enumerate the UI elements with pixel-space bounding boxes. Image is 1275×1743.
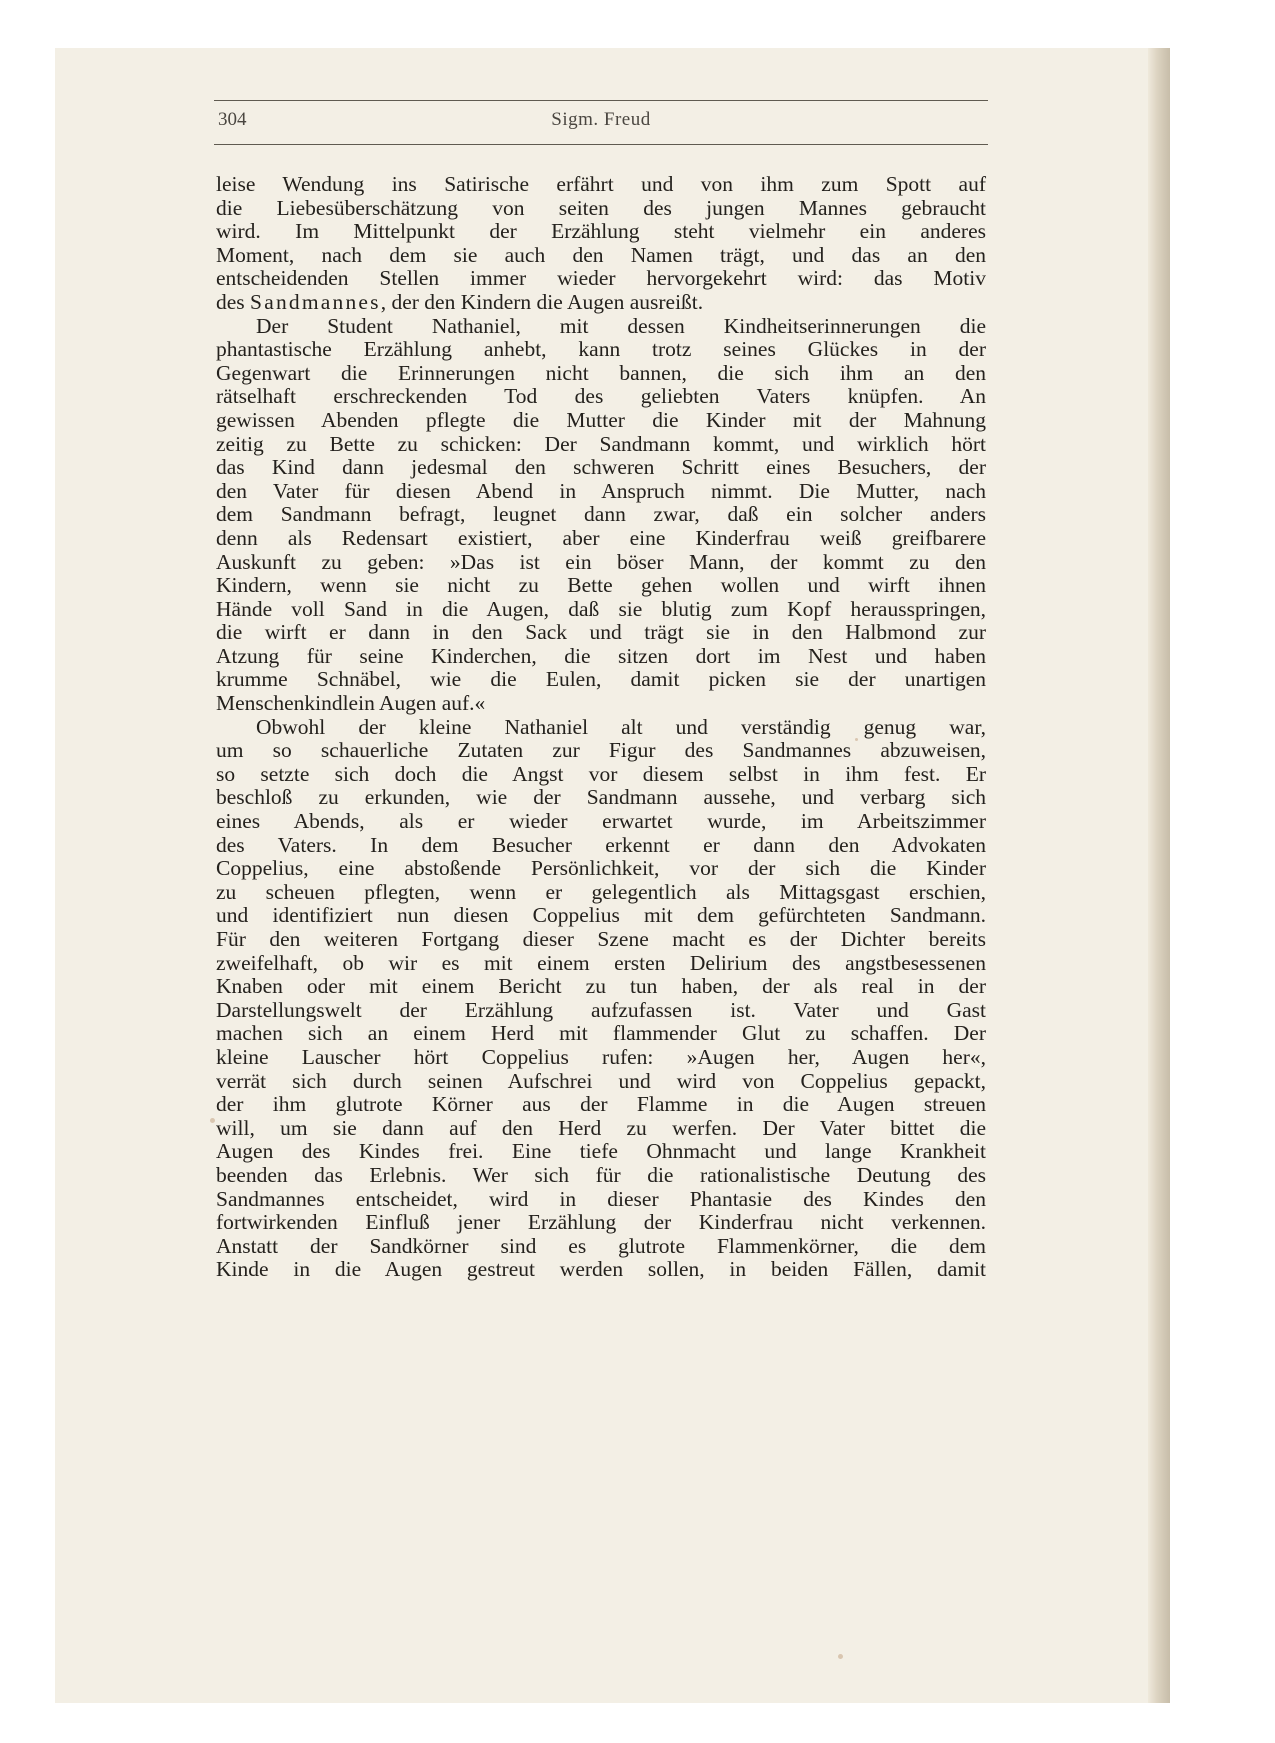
text-line: den Vater für diesen Abend in Anspruch nimmt. Die Mutter, nach	[216, 478, 986, 503]
text-line: des Vaters. In dem Besucher erkennt er dann den Advokaten	[216, 832, 986, 857]
text-line: dem Sandmann befragt, leugnet dann zwar, daß ein solcher anders	[216, 502, 986, 527]
text-line: Auskunft zu geben: »Das ist ein böser Mann, der kommt zu den	[216, 549, 986, 574]
text-line: will, um sie dann auf den Herd zu werfen. Der Vater bittet die	[216, 1115, 986, 1140]
text-line: Knaben oder mit einem Bericht zu tun haben, der als real in der	[216, 974, 986, 999]
text-line: Menschenkindlein Augen auf.«	[216, 691, 486, 716]
spaced-term: Sandmannes	[250, 289, 381, 314]
text-line: leise Wendung ins Satirische erfährt und von ihm zum Spott auf	[216, 172, 986, 196]
text-line: entscheidenden Stellen immer wieder hervorgekehrt wird: das Motiv	[216, 266, 986, 291]
text-line: machen sich an einem Herd mit flammender Glut zu schaffen. Der	[216, 1021, 986, 1046]
text-line: Darstellungswelt der Erzählung aufzufassen ist. Vater und Gast	[216, 997, 986, 1022]
text-line: kleine Lauscher hört Coppelius rufen: »Augen her, Augen her«,	[216, 1044, 986, 1069]
text-line: zweifelhaft, ob wir es mit einem ersten Delirium des angstbesessenen	[216, 950, 986, 975]
text-line: der ihm glutrote Körner aus der Flamme in die Augen streuen	[216, 1092, 986, 1117]
text-line: Kindern, wenn sie nicht zu Bette gehen wollen und wirft ihnen	[216, 573, 986, 598]
text-line: um so schauerliche Zutaten zur Figur des Sandmannes abzuweisen,	[216, 738, 986, 763]
text-line: die wirft er dann in den Sack und trägt sie in den Halbmond zur	[216, 620, 986, 645]
text-line: die Liebesüberschätzung von seiten des jungen Mannes gebraucht	[216, 195, 986, 220]
text-line: Für den weiteren Fortgang dieser Szene macht es der Dichter bereits	[216, 927, 986, 951]
text-line: Coppelius, eine abstoßende Persönlichkeit, vor der sich die Kinder	[216, 856, 986, 881]
paper-speck	[838, 1654, 843, 1659]
text-line: beschloß zu erkunden, wie der Sandmann aussehe, und verbarg sich	[216, 785, 986, 810]
text-line: so setzte sich doch die Angst vor diesem selbst in ihm fest. Er	[216, 761, 986, 786]
text-line: verrät sich durch seinen Aufschrei und wird von Coppelius gepackt,	[216, 1068, 986, 1093]
text-line: phantastische Erzählung anhebt, kann trotz seines Glückes in der	[216, 337, 986, 362]
text-line: rätselhaft erschreckenden Tod des geliebten Vaters knüpfen. An	[216, 384, 986, 409]
page-header	[214, 100, 988, 148]
text-line: Sandmannes entscheidet, wird in dieser Phantasie des Kindes den	[216, 1186, 986, 1211]
text-line: wird. Im Mittelpunkt der Erzählung steht vielmehr ein anderes	[216, 219, 986, 244]
header-top-rule	[214, 100, 988, 101]
text-segment: des	[216, 289, 251, 314]
text-line	[216, 291, 986, 315]
text-line: Anstatt der Sandkörner sind es glutrote Flammenkörner, die dem	[216, 1233, 986, 1258]
text-line: eines Abends, als er wieder erwartet wurde, im Arbeitszimmer	[216, 809, 986, 834]
text-line: Gegenwart die Erinnerungen nicht bannen, die sich ihm an den	[216, 360, 986, 385]
text-line: Augen des Kindes frei. Eine tiefe Ohnmacht und lange Krankheit	[216, 1139, 986, 1164]
text-line: fortwirkenden Einfluß jener Erzählung der Kinderfrau nicht verkennen.	[216, 1210, 986, 1235]
text-line: krumme Schnäbel, wie die Eulen, damit picken sie der unartigen	[216, 667, 986, 692]
running-title: Sigm. Freud	[551, 109, 651, 130]
text-line: und identifiziert nun diesen Coppelius mit dem gefürchteten Sandmann.	[216, 903, 986, 928]
page-number: 304	[218, 109, 247, 130]
text-line: gewissen Abenden pflegte die Mutter die Kinder mit der Mahnung	[216, 407, 986, 432]
text-line: Hände voll Sand in die Augen, daß sie blutig zum Kopf herausspringen,	[216, 596, 986, 621]
paragraph-first-line: Der Student Nathaniel, mit dessen Kindheitserinnerungen die	[256, 313, 986, 338]
text-line: das Kind dann jedesmal den schweren Schritt eines Besuchers, der	[216, 455, 986, 480]
paper-speck	[210, 1118, 215, 1123]
text-line: zu scheuen pflegten, wenn er gelegentlich als Mittagsgast erschien,	[216, 879, 986, 904]
text-line: beenden das Erlebnis. Wer sich für die rationalistische Deutung des	[216, 1162, 986, 1187]
text-line: zeitig zu Bette zu schicken: Der Sandmann kommt, und wirklich hört	[216, 431, 986, 456]
text-line: Kinde in die Augen gestreut werden sollen, in beiden Fällen, damit	[216, 1257, 986, 1282]
text-line: Moment, nach dem sie auch den Namen trägt, und das an den	[216, 242, 986, 267]
body-text	[216, 173, 986, 1282]
header-bottom-rule	[214, 144, 988, 145]
text-line: denn als Redensart existiert, aber eine Kinderfrau weiß greifbarere	[216, 525, 986, 550]
text-line: Atzung für seine Kinderchen, die sitzen dort im Nest und haben	[216, 643, 986, 668]
paragraph-first-line: Obwohl der kleine Nathaniel alt und verständig genug war,	[256, 714, 986, 739]
page-spine-shadow	[1148, 48, 1170, 1703]
text-segment: , der den Kindern die Augen ausreißt.	[380, 289, 704, 314]
